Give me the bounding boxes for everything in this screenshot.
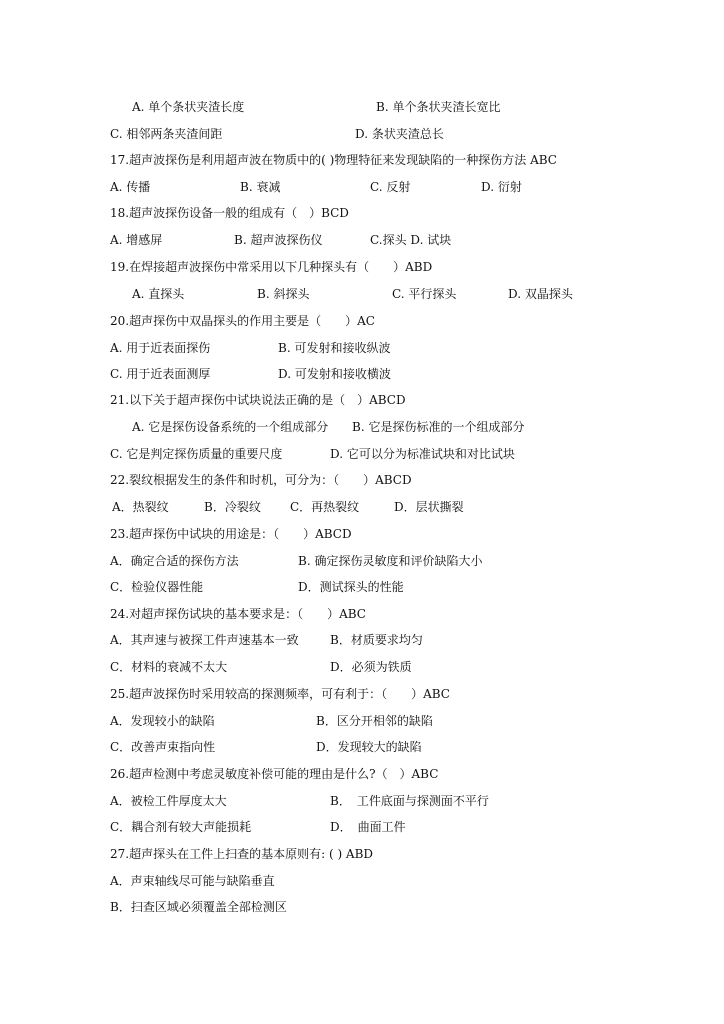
option-b: B. 它是探伤标准的一个组成部分 bbox=[352, 420, 525, 434]
option-c: C．耦合剂有较大声能损耗 bbox=[110, 820, 252, 834]
option-a: A．热裂纹 bbox=[112, 500, 169, 514]
option-a: A. 传播 bbox=[110, 180, 151, 194]
option-c: C．再热裂纹 bbox=[290, 500, 360, 514]
question-24: 24.对超声探伤试块的基本要求是：（ ）ABC bbox=[110, 607, 366, 621]
option-d: D. 可发射和接收横波 bbox=[278, 367, 391, 381]
option-d: D. 衍射 bbox=[481, 180, 522, 194]
option-c: C. 反射 bbox=[370, 180, 411, 194]
option-a: A．声束轴线尽可能与缺陷垂直 bbox=[110, 874, 275, 888]
option-c: C. 平行探头 bbox=[392, 287, 457, 301]
option-b: B．扫查区域必须覆盖全部检测区 bbox=[110, 900, 287, 914]
option-b: B. 确定探伤灵敏度和评价缺陷大小 bbox=[298, 554, 483, 568]
option-d: D．测试探头的性能 bbox=[298, 580, 404, 594]
option-a: A. 增感屏 bbox=[110, 233, 163, 247]
question-18: 18.超声波探伤设备一般的组成有（ ）BCD bbox=[110, 206, 349, 220]
option-b: B. 衰减 bbox=[240, 180, 281, 194]
option-b: B．冷裂纹 bbox=[204, 500, 261, 514]
question-20: 20.超声探伤中双晶探头的作用主要是（ ）AC bbox=[110, 314, 375, 328]
option-d: D. 条状夹渣总长 bbox=[355, 127, 444, 141]
question-27: 27.超声探头在工件上扫查的基本原则有: ( ) ABD bbox=[110, 847, 374, 861]
option-b: B．材质要求均匀 bbox=[330, 633, 423, 647]
option-cd: C.探头 D. 试块 bbox=[370, 233, 452, 247]
question-17: 17.超声波探伤是利用超声波在物质中的( )物理特征来发现缺陷的一种探伤方法 ABC bbox=[110, 153, 557, 167]
option-b: B．区分开相邻的缺陷 bbox=[316, 714, 433, 728]
option-a: A．确定合适的探伤方法 bbox=[110, 554, 239, 568]
question-22: 22.裂纹根据发生的条件和时机，可分为：（ ）ABCD bbox=[110, 473, 412, 487]
option-b: B． 工件底面与探测面不平行 bbox=[330, 794, 489, 808]
question-26: 26.超声检测中考虑灵敏度补偿可能的理由是什么?（ ）ABC bbox=[110, 767, 439, 781]
option-d: D．发现较大的缺陷 bbox=[316, 740, 422, 754]
option-a: A．发现较小的缺陷 bbox=[110, 714, 215, 728]
option-b: B. 单个条状夹渣长宽比 bbox=[376, 100, 501, 114]
option-a: A. 直探头 bbox=[132, 287, 185, 301]
option-c: C. 它是判定探伤质量的重要尺度 bbox=[110, 447, 283, 461]
option-d: D．必须为铁质 bbox=[330, 660, 412, 674]
option-d: D. 它可以分为标准试块和对比试块 bbox=[330, 447, 515, 461]
option-d: D. 双晶探头 bbox=[508, 287, 573, 301]
option-c: C．材料的衰减不太大 bbox=[110, 660, 228, 674]
option-b: B. 斜探头 bbox=[257, 287, 310, 301]
question-23: 23.超声探伤中试块的用途是：（ ）ABCD bbox=[110, 527, 352, 541]
question-25: 25.超声波探伤时采用较高的探测频率，可有利于：（ ）ABC bbox=[110, 687, 450, 701]
option-a: A．被检工件厚度太大 bbox=[110, 794, 227, 808]
option-d: D． 曲面工件 bbox=[330, 820, 406, 834]
option-a: A．其声速与被探工件声速基本一致 bbox=[110, 633, 299, 647]
option-c: C. 用于近表面测厚 bbox=[110, 367, 211, 381]
question-19: 19.在焊接超声波探伤中常采用以下几种探头有（ ）ABD bbox=[110, 260, 433, 274]
option-d: D．层状撕裂 bbox=[394, 500, 464, 514]
option-c: C．检验仪器性能 bbox=[110, 580, 204, 594]
option-c: C．改善声束指向性 bbox=[110, 740, 216, 754]
option-b: B. 可发射和接收纵波 bbox=[278, 341, 391, 355]
option-c: C. 相邻两条夹渣间距 bbox=[110, 127, 223, 141]
option-b: B. 超声波探伤仪 bbox=[234, 233, 323, 247]
option-a: A. 用于近表面探伤 bbox=[110, 341, 211, 355]
question-21: 21.以下关于超声探伤中试块说法正确的是（ ）ABCD bbox=[110, 393, 406, 407]
option-a: A. 它是探伤设备系统的一个组成部分 bbox=[132, 420, 329, 434]
option-a: A. 单个条状夹渣长度 bbox=[132, 100, 245, 114]
